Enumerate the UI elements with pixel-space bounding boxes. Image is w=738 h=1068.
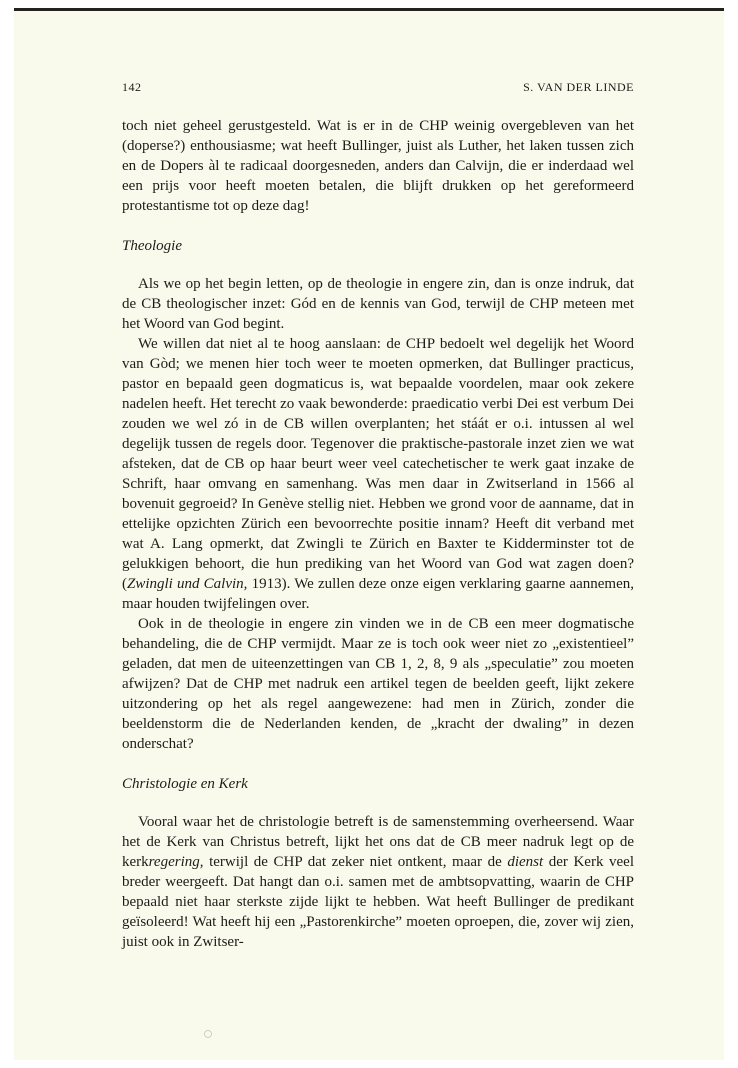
christologie-text-1: Vooral waar het de christologie betreft is de samenstemming overheersend. Waar het de Kerk van Christus betreft, lijkt het ons dat de CB meer nadruk legt op de kerk xyxy=(122,814,634,870)
christologie-paragraph-1 xyxy=(122,812,634,952)
theologie-paragraph-2 xyxy=(122,334,634,614)
emphasis-regering: regering, xyxy=(148,854,204,870)
emphasis-dienst: dienst xyxy=(507,854,544,870)
theologie-paragraph-1: Als we op het begin letten, op de theologie in engere zin, dan is onze indruk, dat de CB theologischer inzet: Gód en de kennis van God, terwijl de CHP meteen met het Woord van God begint. xyxy=(122,276,634,332)
intro-block xyxy=(122,116,634,216)
theologie-paragraph-3: Ook in de theologie in engere zin vinden we in de CB een meer dogmatische behandeling, die de CHP vermijdt. Maar ze is toch ook weer niet zo „existentieel” geladen, dat men de uiteenzettingen van CB 1, 2, 8, 9 als „speculatie” zou moeten afwijzen? Dat de CHP met nadruk een artikel tegen de beelden geeft, lijkt zekere uitzondering op het als regel aangewezene: had men in Zürich, zonder die beeldenstorm die de Nederlanden kenden, de „kracht der dwaling” in dezen onderschat? xyxy=(122,616,634,752)
intro-paragraph: toch niet geheel gerustgesteld. Wat is er in de CHP weinig overgebleven van het (doperse?) enthousiasme; wat heeft Bullinger, juist als Luther, het laken tussen zich en de Dopers àl te radicaal doorgesneden, anders dan Calvijn, die er inderdaad wel een prijs voor heeft moeten betalen, die blijft drukken op het gereformeerd protestantisme tot op deze dag! xyxy=(122,118,634,214)
paper-speck xyxy=(204,1030,212,1038)
section-christologie xyxy=(122,774,634,952)
section-heading-christologie: Christologie en Kerk xyxy=(122,776,248,792)
christologie-text-3: der Kerk veel breder weergeeft. Dat hangt dan o.i. samen met de ambtsopvatting, waarin de CHP bepaald niet haar sterkste zijde lijkt te hebben. Wat heeft Bullinger de predikant geïsoleerd! Wat heeft hij een „Pastorenkirche” moeten oproepen, die, zover wij zien, juist ook in Zwitser- xyxy=(122,854,635,950)
running-title: S. VAN DER LINDE xyxy=(523,80,634,94)
section-theologie xyxy=(122,236,634,754)
theologie-paragraph-2-text: We willen dat niet al te hoog aanslaan: de CHP bedoelt wel degelijk het Woord van Gòd; we menen hier toch weer te moeten opmerken, dat Bullinger practicus, pastor en bepaald geen dogmaticus is, wat bepaalde voordelen, maar ook zekere nadelen heeft. Het terecht zo vaak bewonderde: praedicatio verbi Dei est verbum Dei zouden we wel zó in de CB willen overplanten; het stáát er o.i. intussen al wel degelijk tussen de regels door. Tegenover die praktische-pastorale inzet zien we wat afsteken, dat de CB op haar beurt weer veel catechetischer te werk gaat inzake de Schrift, haar omvang en samenhang. Was men daar in Zwitserland in 1566 al bovenuit gegroeid? In Genève stellig niet. Hebben we grond voor de aanname, dat in ettelijke opzichten Zürich een bevoorrechte positie innam? Heeft dit verband met wat A. Lang opmerkt, dat Zwingli te Zürich en Baxter te Kidderminster tot de gelukkigen behoort, die hun prediking van het Woord van God wat zagen doen? ( xyxy=(122,336,634,592)
section-heading-theologie: Theologie xyxy=(122,238,182,254)
theologie-paragraph-2-end: 1913). We zullen deze onze eigen verklaring gaarne aannemen, maar houden twijfelingen over. xyxy=(122,576,634,612)
page-number: 142 xyxy=(122,80,142,94)
christologie-text-2: terwijl de CHP dat zeker niet ontkent, maar de xyxy=(203,854,508,870)
citation-zwingli-und-calvin: Zwingli und Calvin, xyxy=(127,576,248,592)
